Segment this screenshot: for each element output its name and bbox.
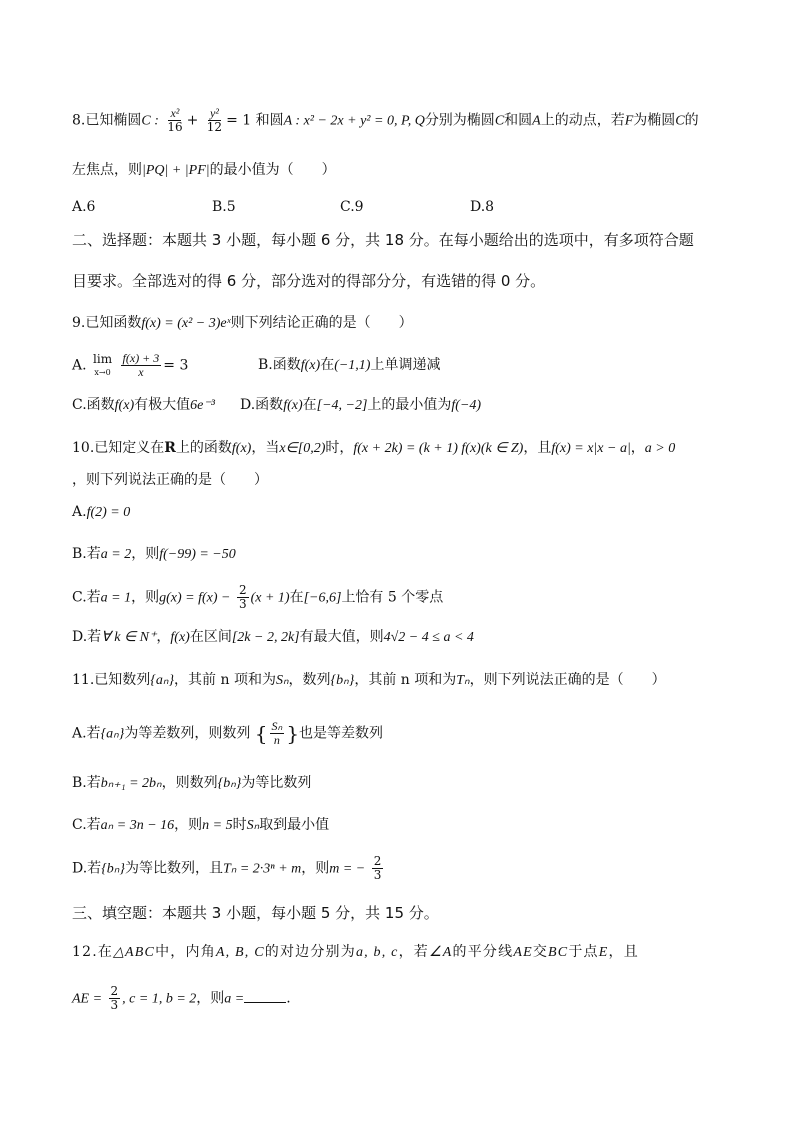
q8-option-b: B.5	[212, 199, 236, 215]
q10-option-d: D.若∀ k ∈ N⁺，f(x)在区间[2k − 2, 2k]有最大值，则4√2 − 4 ≤ a < 4	[72, 629, 474, 645]
circle-equation: A : x² − 2x + y² = 0, P, Q	[283, 113, 425, 129]
limit-fraction: $\frac{f(x) + 3}{x}$	[122, 351, 160, 379]
q11-option-d: D.若{bₙ}为等比数列，且Tₙ = 2·3ⁿ + m，则m = − $\frac{2}{3}$	[72, 854, 382, 882]
q9-function: f(x) = (x² − 3)eˣ	[141, 316, 231, 331]
q8-option-c: C.9	[340, 199, 364, 215]
pq-pf-expression: |PQ| + |PF|	[142, 163, 210, 178]
fraction-y2-12: $\frac{\text{y²}}{12}$	[206, 106, 223, 134]
fraction-x2-16: $\frac{\text{x²}}{16}$	[167, 106, 183, 134]
q10-option-b: B.若a = 2，则f(−99) = −50	[72, 546, 236, 562]
fraction-ae: $\frac{2}{3}$	[110, 984, 119, 1012]
q11-option-a: A.若{aₙ}为等差数列，则数列 { $\frac{\text{Sₙ}}{n}$ }也是等差数列	[72, 719, 384, 747]
q9-stem: 9.已知函数f(x) = (x² − 3)eˣ则下列结论正确的是（ ）	[72, 315, 413, 331]
section2-line1: 二、选择题：本题共 3 小题，每小题 6 分，共 18 分。在每小题给出的选项中，有多项符合题	[72, 231, 694, 249]
q9-option-b: B.函数f(x)在(−1,1)上单调递减	[258, 357, 441, 373]
q12-line1: 12.在△ABC中，内角A, B, C的对边分别为a, b, c，若∠A的平分线AE交BC于点E，且	[72, 944, 639, 960]
section2-line2: 目要求。全部选对的得 6 分，部分选对的得部分分，有选错的得 0 分。	[72, 272, 546, 290]
q12-line2: AE = $\frac{2}{3}$ , c = 1, b = 2，则a = .	[72, 984, 291, 1012]
q11-stem: 11.已知数列{aₙ}，其前 n 项和为Sₙ，数列{bₙ}，其前 n 项和为Tₙ，则下列说法正确的是（ ）	[72, 672, 666, 688]
q11-option-b: B.若bₙ₊₁ = 2bₙ，则数列{bₙ}为等比数列	[72, 775, 312, 791]
fraction-2-3: $\frac{2}{3}$	[238, 583, 247, 611]
q8-stem: 8.已知椭圆	[72, 112, 142, 129]
q10-line2: ，则下列说法正确的是（ ）	[72, 472, 268, 488]
q10-option-c: C.若a = 1，则g(x) = f(x) − $\frac{2}{3}$ (x + 1)在[−6,6]上恰有 5 个零点	[72, 583, 444, 611]
q10-option-a: A.f(2) = 0	[72, 504, 131, 520]
q8-option-a: A.6	[72, 199, 96, 215]
q11-option-c: C.若aₙ = 3n − 16，则n = 5时Sₙ取到最小值	[72, 817, 330, 833]
section3-heading: 三、填空题：本题共 3 小题，每小题 5 分，共 15 分。	[72, 904, 439, 922]
q8-option-d: D.8	[470, 199, 495, 215]
q9-option-c: C.函数f(x)有极大值6e⁻³	[72, 397, 215, 413]
q9-option-a: A. lim x→0 $\frac{f(x) + 3}{x}$ = 3	[72, 351, 189, 379]
limit-symbol: lim x→0	[93, 351, 113, 377]
fraction-sn-n: $\frac{\text{Sₙ}}{n}$	[271, 719, 283, 747]
q10-stem: 10.已知定义在R上的函数f(x)，当x∈[0,2)时，f(x + 2k) = (k + 1) f(x)(k ∈ Z)，且f(x) = x|x − a|，a > 0	[72, 440, 676, 456]
q8-line2: 左焦点，则|PQ| + |PF|的最小值为（ ）	[72, 162, 336, 178]
q9-option-d: D.函数f(x)在[−4, −2]上的最小值为f(−4)	[240, 397, 482, 413]
ellipse-label: C :	[141, 113, 159, 129]
answer-blank[interactable]	[244, 990, 286, 1003]
q8-line1: 8.已知椭圆C : $\frac{\text{x²}}{16}$ + $\frac{\text{y²}}{12}$ = 1 和圆A : x² − 2x + y² = 0, P, Q分别为椭圆C和圆A上的动点，若F为椭圆C的	[72, 106, 699, 134]
recurrence: f(x + 2k) = (k + 1) f(x)(k ∈ Z)	[353, 441, 524, 456]
fraction-2-3-m: $\frac{2}{3}$	[373, 854, 382, 882]
